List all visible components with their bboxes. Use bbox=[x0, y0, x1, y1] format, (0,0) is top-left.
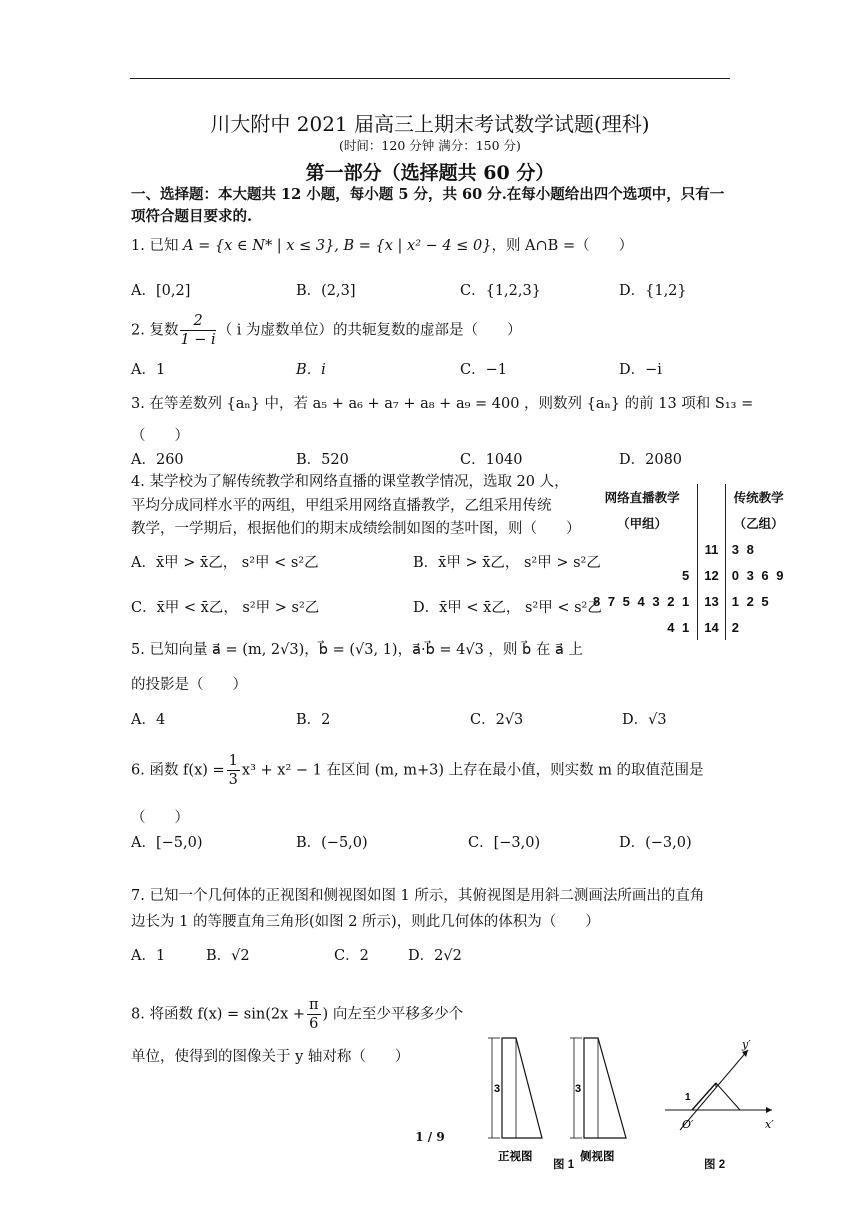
q1-option-b: B．(2,3] bbox=[296, 283, 356, 299]
stem-value: 11 bbox=[698, 536, 725, 562]
q5-option-a: A．4 bbox=[131, 712, 166, 728]
question-6-cont: （ ） bbox=[131, 810, 189, 826]
q7-option-d: D．2√2 bbox=[408, 948, 462, 964]
right-leaves: 0 3 6 9 bbox=[731, 567, 786, 583]
geometry-figures bbox=[480, 1030, 800, 1180]
q8-numerator: π bbox=[309, 997, 319, 1013]
q8-denominator: 6 bbox=[309, 1016, 319, 1032]
q6-denominator: 3 bbox=[228, 772, 238, 788]
side-view-diagram bbox=[570, 1038, 626, 1138]
right-header-group: （乙组） bbox=[733, 517, 784, 531]
oblique-axes-diagram bbox=[665, 1038, 774, 1131]
stem-leaf-header-1 bbox=[587, 484, 792, 510]
q6-stem-end: x³ + x² − 1 在区间 (m, m+3) 上存在最小值，则实数 m 的取值范围是 bbox=[241, 762, 704, 779]
q1-stem: 1. 已知 bbox=[131, 238, 184, 254]
q5-option-c: C．2√3 bbox=[470, 712, 524, 728]
stem-leaf-row bbox=[587, 562, 792, 588]
stem-leaf-header-2 bbox=[587, 510, 792, 536]
q3-option-b: B．520 bbox=[296, 452, 349, 468]
q3-option-d: D．2080 bbox=[619, 452, 683, 468]
question-4-line2: 平均分成同样水平的两组，甲组采用网络直播教学，乙组采用传统 bbox=[131, 498, 552, 514]
origin-label: O′ bbox=[682, 1118, 694, 1131]
question-5-cont: 的投影是（ ） bbox=[131, 677, 247, 693]
page-title: 川大附中 2021 届高三上期末考试数学试题(理科) bbox=[210, 112, 650, 136]
q7-option-b: B．√2 bbox=[206, 948, 250, 964]
left-leaves: 8 7 5 4 3 2 1 bbox=[593, 593, 692, 609]
left-leaves bbox=[587, 536, 698, 562]
question-2 bbox=[131, 312, 522, 349]
q6-option-d: D．(−3,0) bbox=[619, 835, 692, 851]
instructions: 一、选择题：本大题共 12 小题，每小题 5 分，共 60 分.在每小题给出四个选项中，只有一项符合题目要求的. bbox=[131, 186, 725, 225]
question-3-cont: （ ） bbox=[131, 428, 189, 444]
right-leaves: 2 bbox=[731, 619, 741, 635]
front-view-diagram bbox=[488, 1038, 542, 1138]
q2-option-a: A．1 bbox=[131, 362, 166, 378]
stem-value: 12 bbox=[698, 562, 725, 588]
section-heading: 第一部分（选择题共 60 分） bbox=[305, 162, 555, 184]
q6-option-b: B．(−5,0) bbox=[296, 835, 368, 851]
stem-leaf-row bbox=[587, 588, 792, 614]
q4-option-c: C．x̄甲 < x̄乙， s²甲 > s²乙 bbox=[131, 600, 320, 616]
front-view-label: 正视图 bbox=[498, 1151, 533, 1163]
left-header-title: 网络直播教学 bbox=[604, 491, 680, 505]
q4-option-b: B．x̄甲 > x̄乙， s²甲 > s²乙 bbox=[413, 555, 601, 571]
question-7-line1: 7. 已知一个几何体的正视图和侧视图如图 1 所示，其俯视图是用斜二测画法所画出的直角 bbox=[131, 888, 705, 904]
stem-leaf-row bbox=[587, 536, 792, 562]
q6-stem: 6. 函数 f(x) = bbox=[131, 762, 225, 779]
q8-fraction bbox=[307, 996, 321, 1033]
y-axis-label: y′ bbox=[742, 1038, 751, 1051]
front-height-label: 3 bbox=[494, 1083, 501, 1095]
side-view-label: 侧视图 bbox=[580, 1151, 615, 1163]
q2-option-b: B．i bbox=[296, 362, 326, 378]
q6-fraction bbox=[227, 752, 240, 789]
side-height-label: 3 bbox=[575, 1083, 582, 1095]
q3-option-c: C．1040 bbox=[460, 452, 523, 468]
question-4-line1: 4. 某学校为了解传统教学和网络直播的课堂教学情况，选取 20 人， bbox=[131, 474, 569, 490]
stem-leaf-row bbox=[587, 614, 792, 640]
right-leaves: 1 2 5 bbox=[731, 593, 771, 609]
q1-stem-end: ，则 A∩B =（ ） bbox=[491, 238, 634, 254]
left-leaves: 5 bbox=[682, 567, 692, 583]
q1-option-d: D．{1,2} bbox=[619, 283, 687, 299]
q2-denominator: 1 − i bbox=[180, 332, 216, 348]
question-1 bbox=[131, 234, 633, 255]
q7-option-a: A．1 bbox=[131, 948, 166, 964]
exam-info: (时间：120 分钟 满分：150 分) bbox=[339, 138, 521, 153]
q8-stem: 8. 将函数 f(x) = sin(2x + bbox=[131, 1006, 306, 1023]
stem-header bbox=[698, 484, 725, 510]
question-5: 5. 已知向量 a⃗ = (m, 2√3)，b⃗ = (√3, 1)，a⃗·b⃗ = 4√3 ，则 b⃗ 在 a⃗ 上 bbox=[131, 642, 583, 658]
right-leaves: 3 8 bbox=[731, 541, 756, 557]
q6-numerator: 1 bbox=[228, 753, 238, 769]
q1-option-c: C．{1,2,3} bbox=[460, 283, 541, 299]
q7-option-c: C．2 bbox=[334, 948, 369, 964]
q2-stem: 2. 复数 bbox=[131, 322, 179, 339]
figure-2-caption: 图 2 bbox=[704, 1159, 726, 1171]
question-4-line3: 教学，一学期后，根据他们的期末成绩绘制如图的茎叶图，则（ ） bbox=[131, 521, 581, 537]
q1-option-a: A．[0,2] bbox=[131, 283, 191, 299]
q1-expr: A = {x ∈ N* | x ≤ 3}, B = {x | x² − 4 ≤ 0} bbox=[183, 238, 492, 254]
q2-stem-end: （ i 为虚数单位）的共轭复数的虚部是（ ） bbox=[217, 322, 522, 339]
q2-numerator: 2 bbox=[180, 312, 215, 331]
stem-value: 14 bbox=[698, 614, 725, 640]
fig2-side-label: 1 bbox=[685, 1092, 691, 1103]
right-header-title: 传统教学 bbox=[733, 491, 784, 505]
stem-leaf-plot bbox=[587, 484, 792, 640]
q6-option-c: C．[−3,0) bbox=[468, 835, 541, 851]
q2-option-c: C．−1 bbox=[460, 362, 507, 378]
q5-option-b: B．2 bbox=[296, 712, 331, 728]
stem-value: 13 bbox=[698, 588, 725, 614]
figure-1-caption: 图 1 bbox=[553, 1159, 575, 1171]
question-6 bbox=[131, 752, 704, 789]
q4-option-a: A．x̄甲 > x̄乙， s²甲 < s²乙 bbox=[131, 555, 319, 571]
question-3: 3. 在等差数列 {aₙ} 中，若 a₅ + a₆ + a₇ + a₈ + a₉ = 400 ，则数列 {aₙ} 的前 13 项和 S₁₃ = bbox=[131, 396, 754, 412]
stem-header-2 bbox=[698, 510, 725, 536]
q4-option-d: D．x̄甲 < x̄乙， s²甲 < s²乙 bbox=[413, 600, 602, 616]
header-rule bbox=[130, 78, 730, 79]
q8-stem-end: ) 向左至少平移多少个 bbox=[322, 1006, 464, 1023]
question-8-cont: 单位，使得到的图像关于 y 轴对称（ ） bbox=[131, 1049, 410, 1065]
q6-option-a: A．[−5,0) bbox=[131, 835, 203, 851]
left-leaves: 4 1 bbox=[667, 619, 692, 635]
x-axis-label: x′ bbox=[765, 1118, 774, 1131]
q3-option-a: A．260 bbox=[131, 452, 184, 468]
q5-option-d: D．√3 bbox=[622, 712, 667, 728]
q2-fraction bbox=[180, 312, 215, 349]
q2-option-d: D．−i bbox=[619, 362, 662, 378]
question-7-line2: 边长为 1 的等腰直角三角形(如图 2 所示)，则此几何体的体积为（ ） bbox=[131, 914, 600, 930]
left-header-group: （甲组） bbox=[617, 517, 668, 531]
question-8 bbox=[131, 996, 463, 1033]
page-number: 1 / 9 bbox=[415, 1130, 445, 1144]
